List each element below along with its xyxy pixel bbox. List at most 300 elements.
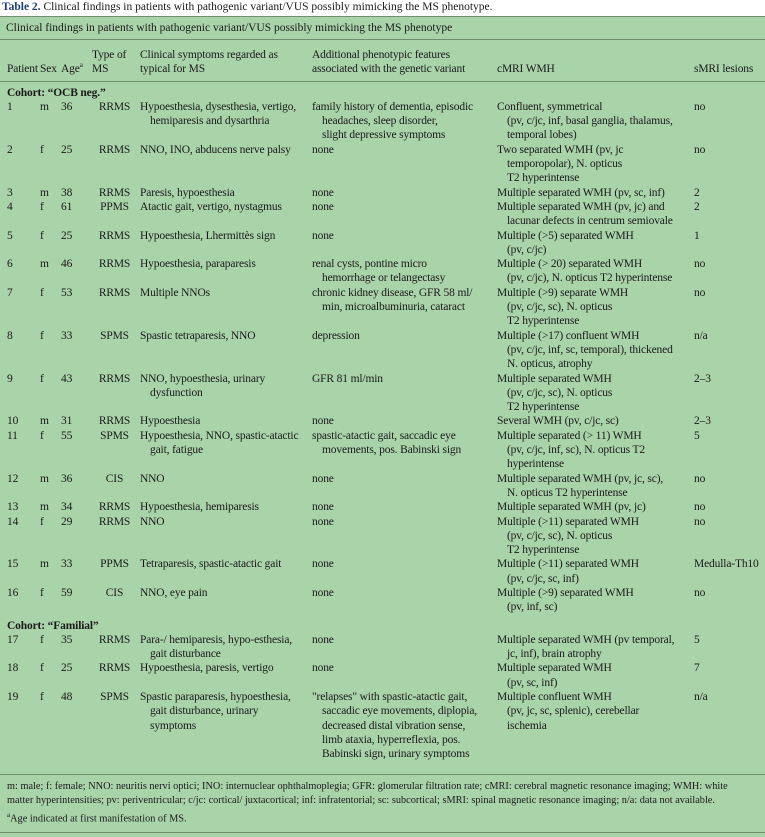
header-age-sup: a xyxy=(79,61,83,70)
header-age xyxy=(61,40,92,81)
clinical-line: NNO xyxy=(140,472,165,485)
cell-cmri xyxy=(494,429,694,472)
cell-patient: 1 xyxy=(7,100,13,113)
cell-clinical xyxy=(140,557,312,586)
cell-smri: no xyxy=(694,143,706,156)
cell-type: RRMS xyxy=(98,258,131,271)
cmri-line: Multiple (>17) confluent WMH xyxy=(497,329,640,342)
additional-line: movements, pos. Babinski sign xyxy=(322,444,462,457)
clinical-line: Hypoesthesia, paraparesis xyxy=(140,258,256,271)
cell-type: RRMS xyxy=(98,100,131,113)
cell-age: 33 xyxy=(61,329,73,342)
cmri-line: Multiple separated (> 11) WMH xyxy=(497,429,642,442)
cmri-line: temporal lobes) xyxy=(507,129,577,142)
cell-patient: 19 xyxy=(7,691,19,704)
cell-clinical xyxy=(140,586,312,615)
table-row xyxy=(0,100,765,143)
cell-patient: 12 xyxy=(7,472,19,485)
additional-line: hemorrhage or telangectasy xyxy=(322,272,446,285)
header-sex: Sex xyxy=(40,63,57,76)
cmri-line: (pv, c/jc, sc, inf) xyxy=(507,572,579,585)
table-row xyxy=(0,661,765,690)
cell-sex: f xyxy=(40,143,44,156)
table-label: Table 2. xyxy=(2,1,41,13)
cell-smri: 5 xyxy=(694,429,700,442)
cell-age: 35 xyxy=(61,633,73,646)
cell-patient: 2 xyxy=(7,143,13,156)
cell-patient: 3 xyxy=(7,186,13,199)
clinical-line: NNO, hypoesthesia, urinary xyxy=(140,372,266,385)
cell-smri: n/a xyxy=(694,329,708,342)
additional-line: GFR 81 ml/min xyxy=(312,372,383,385)
cmri-line: Confluent, symmetrical xyxy=(497,100,603,113)
cell-additional xyxy=(312,100,494,143)
cmri-line: Multiple separated WMH (pv, jc, sc), xyxy=(497,472,664,485)
cmri-line: (pv, c/jc) xyxy=(507,243,547,256)
cmri-line: Multiple separated WMH (pv, jc) xyxy=(497,501,646,514)
cmri-line: (pv, c/jc, sc), N. opticus xyxy=(507,386,613,399)
cell-cmri xyxy=(494,329,694,372)
cell-smri: no xyxy=(694,100,706,113)
cell-patient: 14 xyxy=(7,515,19,528)
additional-line: saccadic eye movements, diplopia, xyxy=(322,705,478,718)
cmri-line: ischemia xyxy=(507,719,547,732)
additional-line: none xyxy=(312,415,334,428)
cmri-line: Multiple (>9) separate WMH xyxy=(497,286,629,299)
additional-line: none xyxy=(312,229,334,242)
cell-cmri xyxy=(494,100,694,143)
table-row xyxy=(0,500,765,514)
header-clinical-line: typical for MS xyxy=(140,63,205,76)
cell-additional xyxy=(312,257,494,286)
cell-sex: f xyxy=(40,372,44,385)
cell-patient: 15 xyxy=(7,558,19,571)
clinical-findings-table xyxy=(0,40,765,762)
cmri-line: temporopolar), N. opticus xyxy=(507,158,623,171)
clinical-line: dysfunction xyxy=(150,386,203,399)
cell-sex: f xyxy=(40,286,44,299)
cmri-line: Multiple separated WMH xyxy=(497,662,612,675)
cell-cmri xyxy=(494,143,694,186)
cmri-line: hyperintense xyxy=(507,458,564,471)
cmri-line: (pv, c/jc, inf, sc), N. opticus T2 xyxy=(507,444,645,457)
cell-type: RRMS xyxy=(98,229,131,242)
additional-line: chronic kidney disease, GFR 58 ml/ xyxy=(312,286,473,299)
clinical-line: Spastic paraparesis, hypoesthesia, xyxy=(140,691,291,704)
table-title-text: Clinical findings in patients with pathogenic variant/VUS possibly mimicking the MS phenotype. xyxy=(43,1,493,13)
header-type-line: MS xyxy=(92,63,109,76)
cell-sex: f xyxy=(40,586,44,599)
cell-clinical xyxy=(140,661,312,690)
additional-line: slight depressive symptoms xyxy=(322,129,446,142)
cell-clinical xyxy=(140,200,312,229)
table-row xyxy=(0,257,765,286)
cell-type: SPMS xyxy=(100,429,129,442)
cell-type: PPMS xyxy=(100,200,129,213)
cell-sex: f xyxy=(40,691,44,704)
cell-type: CIS xyxy=(105,472,124,485)
cell-age: 38 xyxy=(61,186,73,199)
cell-smri: 2 xyxy=(694,200,700,213)
header-type-line: Type of xyxy=(92,49,127,61)
cell-patient: 8 xyxy=(7,329,13,342)
cell-sex: m xyxy=(40,100,49,113)
cmri-line: Multiple (>5) separated WMH xyxy=(497,229,634,242)
table-row xyxy=(0,229,765,258)
additional-line: none xyxy=(312,662,334,675)
header-additional-line: Additional phenotypic features xyxy=(312,49,450,61)
cell-patient: 13 xyxy=(7,501,19,514)
cell-type: RRMS xyxy=(98,286,131,299)
header-row xyxy=(0,40,765,81)
footnote-abbrev-line: m: male; f: female; NNO: neuritis nervi optici; INO: internuclear ophthalmoplegia; GFR: glomerular filtration rate; cMRI: cerebral magnetic resonance imaging; WMH: white xyxy=(7,780,728,792)
cmri-line: (pv, inf, sc) xyxy=(507,601,558,614)
cell-clinical xyxy=(140,633,312,662)
cell-clinical xyxy=(140,143,312,186)
clinical-line: Atactic gait, vertigo, nystagmus xyxy=(140,200,282,213)
cell-cmri xyxy=(494,414,694,428)
cell-sex: f xyxy=(40,515,44,528)
cell-smri: no xyxy=(694,472,706,485)
cmri-line: T2 hyperintense xyxy=(507,172,580,185)
cell-smri: 5 xyxy=(694,633,700,646)
cell-age: 25 xyxy=(61,662,73,675)
cell-age: 36 xyxy=(61,100,73,113)
clinical-line: Paresis, hypoesthesia xyxy=(140,186,235,199)
cmri-line: lacunar defects in centrum semiovale xyxy=(507,215,673,228)
cell-clinical xyxy=(140,515,312,558)
cmri-line: Multiple (> 20) separated WMH xyxy=(497,258,642,271)
header-age-text: Age xyxy=(61,63,80,76)
cell-additional xyxy=(312,515,494,558)
cmri-line: (pv, c/jc, inf, basal ganglia, thalamus, xyxy=(507,115,673,128)
cell-patient: 17 xyxy=(7,633,19,646)
cell-smri: n/a xyxy=(694,691,708,704)
additional-line: spastic-atactic gait, saccadic eye xyxy=(312,429,456,442)
table-caption: Clinical findings in patients with pathogenic variant/VUS possibly mimicking the MS phenotype xyxy=(0,16,765,40)
cohort-row xyxy=(0,81,765,100)
cell-smri: no xyxy=(694,258,706,271)
cell-clinical xyxy=(140,414,312,428)
table-box xyxy=(0,16,765,837)
cell-type: CIS xyxy=(105,586,124,599)
cell-cmri xyxy=(494,372,694,415)
table-row xyxy=(0,329,765,372)
cell-patient: 7 xyxy=(7,286,13,299)
clinical-line: Hypoesthesia, Lhermittès sign xyxy=(140,229,276,242)
cell-additional xyxy=(312,633,494,662)
table-row xyxy=(0,414,765,428)
cell-sex: m xyxy=(40,186,49,199)
additional-line: depression xyxy=(312,329,360,342)
cell-age: 48 xyxy=(61,691,73,704)
cell-smri: 2–3 xyxy=(694,372,711,385)
cell-patient: 4 xyxy=(7,200,13,213)
cell-cmri xyxy=(494,557,694,586)
cell-age: 61 xyxy=(61,200,73,213)
cmri-line: jc, inf), brain atrophy xyxy=(507,648,602,661)
additional-line: none xyxy=(312,186,334,199)
cell-type: RRMS xyxy=(98,633,131,646)
additional-line: none xyxy=(312,501,334,514)
cell-age: 36 xyxy=(61,472,73,485)
table-row xyxy=(0,557,765,586)
clinical-line: Hypoesthesia, dysesthesia, vertigo, xyxy=(140,100,297,113)
additional-line: none xyxy=(312,472,334,485)
clinical-line: NNO, eye pain xyxy=(140,586,208,599)
cell-cmri xyxy=(494,472,694,501)
additional-line: none xyxy=(312,633,334,646)
clinical-line: Para-/ hemiparesis, hypo-esthesia, xyxy=(140,633,293,646)
cell-patient: 10 xyxy=(7,415,19,428)
cell-age: 53 xyxy=(61,286,73,299)
cell-clinical xyxy=(140,100,312,143)
cell-cmri xyxy=(494,515,694,558)
cmri-line: Multiple (>11) separated WMH xyxy=(497,515,639,528)
header-clinical-line: Clinical symptoms regarded as xyxy=(140,49,278,61)
cmri-line: Multiple separated WMH xyxy=(497,372,612,385)
cell-age: 29 xyxy=(61,515,73,528)
additional-line: family history of dementia, episodic xyxy=(312,100,473,113)
cell-patient: 6 xyxy=(7,258,13,271)
cell-additional xyxy=(312,200,494,229)
cmri-line: Multiple separated WMH (pv, sc, inf) xyxy=(497,186,665,199)
table-row xyxy=(0,515,765,558)
cell-smri: no xyxy=(694,515,706,528)
clinical-line: Hypoesthesia, hemiparesis xyxy=(140,501,259,514)
clinical-line: Hypoesthesia, NNO, spastic-atactic xyxy=(140,429,299,442)
cell-type: SPMS xyxy=(100,329,129,342)
cell-additional xyxy=(312,472,494,501)
cell-age: 31 xyxy=(61,415,73,428)
additional-line: limb ataxia, hyperreflexia, pos. xyxy=(322,733,461,746)
cmri-line: T2 hyperintense xyxy=(507,315,580,328)
header-additional xyxy=(312,40,494,81)
cell-patient: 16 xyxy=(7,586,19,599)
cell-clinical xyxy=(140,372,312,415)
cmri-line: Multiple (>9) separated WMH xyxy=(497,586,634,599)
cell-age: 25 xyxy=(61,229,73,242)
clinical-line: Tetraparesis, spastic-atactic gait xyxy=(140,558,282,571)
cmri-line: (pv, c/jc, sc), N. opticus xyxy=(507,529,613,542)
clinical-line: NNO, INO, abducens nerve palsy xyxy=(140,143,291,156)
cell-age: 46 xyxy=(61,258,73,271)
cell-clinical xyxy=(140,429,312,472)
table-row xyxy=(0,186,765,200)
table-row xyxy=(0,586,765,615)
cmri-line: Multiple confluent WMH xyxy=(497,691,612,704)
cmri-line: (pv, c/jc, sc), N. opticus xyxy=(507,301,613,314)
clinical-line: hemiparesis and dysarthria xyxy=(150,115,270,128)
cell-clinical xyxy=(140,286,312,329)
cell-clinical xyxy=(140,329,312,372)
cell-additional xyxy=(312,414,494,428)
header-type xyxy=(92,40,140,81)
cell-type: RRMS xyxy=(98,515,131,528)
cell-cmri xyxy=(494,200,694,229)
cell-additional xyxy=(312,500,494,514)
cmri-line: (pv, sc, inf) xyxy=(507,676,558,689)
cell-sex: m xyxy=(40,558,49,571)
cell-additional xyxy=(312,429,494,472)
cell-sex: m xyxy=(40,258,49,271)
cell-additional xyxy=(312,329,494,372)
cell-sex: f xyxy=(40,229,44,242)
cell-age: 25 xyxy=(61,143,73,156)
table-row xyxy=(0,372,765,415)
footnote-a-text: Age indicated at first manifestation of MS. xyxy=(10,812,187,824)
clinical-line: gait disturbance xyxy=(150,648,221,661)
cell-sex: f xyxy=(40,633,44,646)
cell-additional xyxy=(312,286,494,329)
cell-smri: 2–3 xyxy=(694,415,711,428)
cmri-line: (pv, jc, sc, splenic), cerebellar xyxy=(507,705,640,718)
clinical-line: Multiple NNOs xyxy=(140,286,210,299)
additional-line: decreased distal vibration sense, xyxy=(322,719,466,732)
cell-type: RRMS xyxy=(98,143,131,156)
cell-patient: 5 xyxy=(7,229,13,242)
cell-sex: f xyxy=(40,662,44,675)
cell-sex: f xyxy=(40,429,44,442)
additional-line: min, microalbuminuria, cataract xyxy=(322,301,465,314)
table-title xyxy=(2,0,765,16)
clinical-line: NNO xyxy=(140,515,165,528)
table-row xyxy=(0,633,765,662)
additional-line: none xyxy=(312,200,334,213)
cell-type: RRMS xyxy=(98,662,131,675)
table-body xyxy=(0,81,765,761)
cohort-label: Cohort: “Familial” xyxy=(7,619,99,632)
cell-additional xyxy=(312,661,494,690)
cell-clinical xyxy=(140,229,312,258)
header-additional-line: associated with the genetic variant xyxy=(312,63,466,76)
clinical-line: gait, fatigue xyxy=(150,444,203,457)
table-footnotes xyxy=(0,774,765,833)
cmri-line: (pv, c/jc), N. opticus T2 hyperintense xyxy=(507,272,673,285)
cell-age: 34 xyxy=(61,501,73,514)
cohort-row xyxy=(0,615,765,633)
additional-line: Babinski sign, urinary symptoms xyxy=(322,748,470,761)
cell-smri: 7 xyxy=(694,662,700,675)
footnote-abbrev-line: matter hyperintensities; pv: periventricular; c/jc: cortical/ juxtacortical; inf: infratentorial; sc: subcortical; sMRI: spinal magnetic resonance imaging; n/a: data not available. xyxy=(7,794,715,806)
cell-smri: 1 xyxy=(694,229,700,242)
cmri-line: N. opticus, atrophy xyxy=(507,358,593,371)
cmri-line: Multiple (>11) separated WMH xyxy=(497,558,639,571)
cell-sex: f xyxy=(40,329,44,342)
cell-clinical xyxy=(140,500,312,514)
cell-type: SPMS xyxy=(100,691,129,704)
cmri-line: Two separated WMH (pv, jc xyxy=(497,143,624,156)
table-row xyxy=(0,472,765,501)
cell-sex: f xyxy=(40,200,44,213)
cell-age: 43 xyxy=(61,372,73,385)
cell-cmri xyxy=(494,500,694,514)
cell-patient: 9 xyxy=(7,372,13,385)
cell-smri: no xyxy=(694,286,706,299)
table-row xyxy=(0,200,765,229)
cell-clinical xyxy=(140,690,312,761)
cmri-line: Multiple separated WMH (pv temporal, xyxy=(497,633,675,646)
cell-cmri xyxy=(494,286,694,329)
cell-type: PPMS xyxy=(100,558,129,571)
cell-additional xyxy=(312,143,494,186)
cell-type: RRMS xyxy=(98,372,131,385)
clinical-line: Hypoesthesia xyxy=(140,415,201,428)
header-clinical xyxy=(140,40,312,81)
clinical-line: Hypoesthesia, paresis, vertigo xyxy=(140,662,274,675)
cmri-line: T2 hyperintense xyxy=(507,544,580,557)
header-patient: Patient xyxy=(7,63,38,76)
cell-clinical xyxy=(140,186,312,200)
cell-sex: m xyxy=(40,415,49,428)
cell-additional xyxy=(312,586,494,615)
table-row xyxy=(0,143,765,186)
cmri-line: Multiple separated WMH (pv, jc) and xyxy=(497,200,665,213)
cell-cmri xyxy=(494,690,694,761)
cell-patient: 11 xyxy=(7,429,18,442)
cell-type: RRMS xyxy=(98,415,131,428)
cell-cmri xyxy=(494,633,694,662)
cell-additional xyxy=(312,372,494,415)
cell-sex: m xyxy=(40,472,49,485)
cmri-line: Several WMH (pv, c/jc, sc) xyxy=(497,415,619,428)
clinical-line: Spastic tetraparesis, NNO xyxy=(140,329,256,342)
cell-age: 59 xyxy=(61,586,73,599)
additional-line: none xyxy=(312,586,334,599)
additional-line: renal cysts, pontine micro xyxy=(312,258,427,271)
cmri-line: T2 hyperintense xyxy=(507,401,580,414)
cell-sex: m xyxy=(40,501,49,514)
cell-smri: Medulla-Th10 xyxy=(694,558,759,571)
cell-type: RRMS xyxy=(98,501,131,514)
cell-type: RRMS xyxy=(98,186,131,199)
cell-cmri xyxy=(494,186,694,200)
clinical-line: symptoms xyxy=(150,719,197,732)
header-cmri: cMRI WMH xyxy=(497,63,555,76)
cell-smri: no xyxy=(694,501,706,514)
cell-cmri xyxy=(494,586,694,615)
cell-age: 55 xyxy=(61,429,73,442)
cell-smri: no xyxy=(694,586,706,599)
cell-additional xyxy=(312,229,494,258)
cell-cmri xyxy=(494,229,694,258)
cell-cmri xyxy=(494,257,694,286)
cell-patient: 18 xyxy=(7,662,19,675)
additional-line: none xyxy=(312,515,334,528)
table-row xyxy=(0,690,765,761)
cmri-line: (pv, c/jc, inf, sc, temporal), thickened xyxy=(507,343,673,356)
clinical-line: gait disturbance, urinary xyxy=(150,705,259,718)
cell-cmri xyxy=(494,661,694,690)
cell-additional xyxy=(312,690,494,761)
cell-age: 33 xyxy=(61,558,73,571)
footnote-a xyxy=(7,808,761,826)
cohort-label: Cohort: “OCB neg.” xyxy=(7,86,106,99)
cell-smri: 2 xyxy=(694,186,700,199)
cell-clinical xyxy=(140,472,312,501)
additional-line: "relapses" with spastic-atactic gait, xyxy=(312,691,468,704)
additional-line: none xyxy=(312,558,334,571)
table-row xyxy=(0,429,765,472)
cell-clinical xyxy=(140,257,312,286)
additional-line: none xyxy=(312,143,334,156)
table-row xyxy=(0,286,765,329)
cell-additional xyxy=(312,557,494,586)
cmri-line: N. opticus T2 hyperintense xyxy=(507,486,628,499)
additional-line: headaches, sleep disorder, xyxy=(322,115,438,128)
cell-additional xyxy=(312,186,494,200)
header-smri: sMRI lesions xyxy=(694,63,754,76)
